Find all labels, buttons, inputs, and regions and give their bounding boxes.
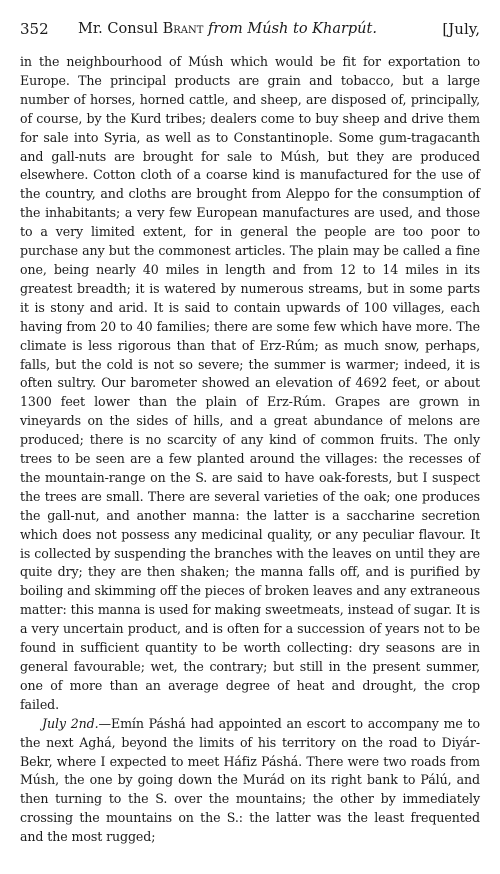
running-head (20, 14, 480, 45)
running-title-prefix: Mr. Consul (78, 21, 163, 37)
book-page (20, 14, 480, 847)
running-date: [July, (442, 20, 480, 38)
running-title (78, 14, 377, 44)
paragraph-2 (20, 715, 480, 847)
body-text (20, 53, 480, 847)
page-number: 352 (20, 20, 49, 38)
running-title-route: from Músh to Kharpút. (203, 21, 377, 37)
running-title-author: Brant (162, 21, 204, 37)
date-lead: July 2nd. (42, 715, 99, 731)
paragraph-2-text: —Emín Páshá had appointed an escort to accompany me to the next Aghá, beyond the limits of his territory on the road to Diyár-Bekr, where I expected to meet Háfiz Páshá. There were two roads from Músh, the one by going down the Murád on its right bank to Pálú, and then turning to the S. over the mountains; the other by immediately crossing the mountains on the S.: the latter was the least frequented and the most rugged; (20, 715, 481, 845)
paragraph-1: in the neighbourhood of Músh which would be fit for exportation to Europe. The principal products are grain and tobacco, but a large number of horses, horned cattle, and sheep, are disposed of, principally, of course, by the Kurd tribes; dealers come to buy sheep and drive them for sale into Syria, as well as to Constantinople. Some gum-tragacanth and gall-nuts are brought for sale to Músh, but they are produced elsewhere. Cotton cloth of a coarse kind is manufactured for the use of the country, and cloths are brought from Aleppo for the consumption of the inhabitants; a very few European manufactures are used, and those to a very limited extent, for in general the people are too poor to purchase any but the commonest articles. The plain may be called a fine one, being nearly 40 miles in length and from 12 to 14 miles in its greatest breadth; it is watered by numerous streams, but in some parts it is stony and arid. It is said to contain upwards of 100 villages, each having from 20 to 40 families; there are some few which have more. The climate is less rigorous than that of Erz-Rúm; as much snow, perhaps, falls, but the cold is not so severe; the summer is warmer; indeed, it is often sultry. Our barometer showed an elevation of 4692 feet, or about 1300 feet lower than the plain of Erz-Rúm. Grapes are grown in vineyards on the sides of hills, and a great abundance of melons are produced; there is no scarcity of any kind of common fruits. The only trees to be seen are a few planted around the villages: the recesses of the mountain-range on the S. are said to have oak-forests, but I suspect the trees are small. There are several varieties of the oak; one produces the gall-nut, and another manna: the latter is a saccharine secretion which does not possess any medicinal quality, or any peculiar flavour. It is collected by suspending the branches with the leaves on until they are quite dry; they are then shaken; the manna falls off, and is purified by boiling and skimming off the pieces of broken leaves and any extraneous matter: this manna is used for making sweetmeats, instead of sugar. It is a very uncertain product, and is often for a succession of years not to be found in sufficient quantity to be worth collecting: dry seasons are in general favourable; wet, the contrary; but still in the present summer, one of more than an average degree of heat and drought, the crop failed. (20, 54, 480, 712)
